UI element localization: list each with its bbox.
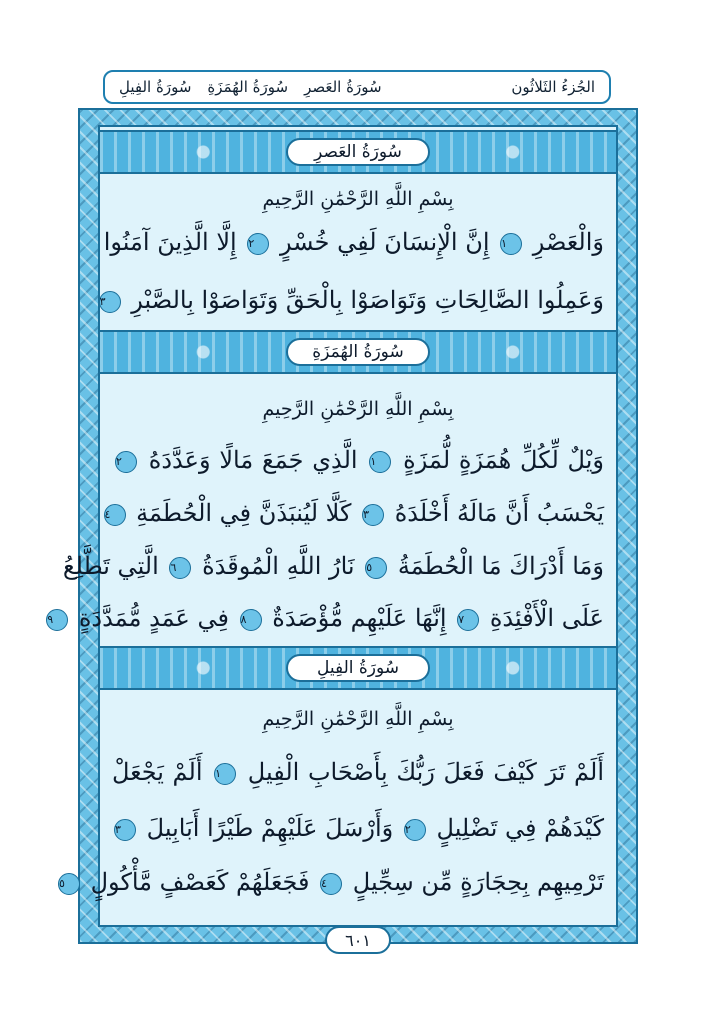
ayah-marker: ٣ — [362, 504, 384, 526]
surah-humaza-line-4: عَلَى الْأَفْئِدَةِ ٧ إِنَّهَا عَلَيْهِم مُّؤْصَدَةٌ ٨ فِي عَمَدٍ مُّمَدَّدَةٍ ٩ — [47, 604, 604, 632]
surah-fil-line-2: كَيْدَهُمْ فِي تَضْلِيلٍ ٢ وَأَرْسَلَ عَلَيْهِمْ طَيْرًا أَبَابِيلَ ٣ — [115, 814, 604, 842]
ayah-marker: ٥ — [58, 873, 80, 895]
ayah-marker: ٤ — [320, 873, 342, 895]
header-surah-list — [119, 78, 382, 96]
surah-humaza-line-2: يَحْسَبُ أَنَّ مَالَهُ أَخْلَدَهُ ٣ كَلَّا لَيُنبَذَنَّ فِي الْحُطَمَةِ ٤ — [104, 499, 604, 527]
surah-fil-line-3: تَرْمِيهِم بِحِجَارَةٍ مِّن سِجِّيلٍ ٤ فَجَعَلَهُمْ كَعَصْفٍ مَّأْكُولٍ ٥ — [58, 868, 604, 896]
surah-humaza-line-1: وَيْلٌ لِّكُلِّ هُمَزَةٍ لُّمَزَةٍ ١ الَّذِي جَمَعَ مَالًا وَعَدَّدَهُ ٢ — [116, 446, 604, 474]
header-surah-asr: سُورَةُ العَصرِ — [304, 78, 382, 96]
header-surah-humaza: سُورَةُ الهُمَزَةِ — [207, 78, 289, 96]
ayah-marker: ٢ — [404, 819, 426, 841]
surah-humaza-line-3: وَمَا أَدْرَاكَ مَا الْحُطَمَةُ ٥ نَارُ اللَّهِ الْمُوقَدَةُ ٦ الَّتِي تَطَّلِعُ — [62, 552, 604, 580]
ayah-marker: ٣ — [99, 291, 121, 313]
ayah-marker: ٩ — [46, 609, 68, 631]
ayah-marker: ٦ — [169, 557, 191, 579]
surah-asr-banner — [100, 130, 616, 174]
page-number: ٦٠١ — [325, 926, 391, 954]
surah-humaza-banner — [100, 330, 616, 374]
header-juz: الجُزءُ الثَلاثُون — [511, 78, 595, 96]
ayah-marker: ١ — [500, 233, 522, 255]
surah-humaza-title: سُورَةُ الهُمَزَةِ — [286, 338, 430, 366]
surah-fil-line-1: أَلَمْ تَرَ كَيْفَ فَعَلَ رَبُّكَ بِأَصْحَابِ الْفِيلِ ١ أَلَمْ يَجْعَلْ — [112, 758, 604, 786]
ayah-marker: ٧ — [457, 609, 479, 631]
ayah-marker: ٨ — [240, 609, 262, 631]
surah-fil-banner — [100, 646, 616, 690]
ayah-marker: ٣ — [114, 819, 136, 841]
ayah-marker: ٥ — [365, 557, 387, 579]
page-header — [103, 70, 611, 104]
surah-asr-line-1: وَالْعَصْرِ ١ إِنَّ الْإِنسَانَ لَفِي خُسْرٍ ٢ إِلَّا الَّذِينَ آمَنُوا — [103, 228, 604, 256]
surah-asr-basmala: بِسْمِ اللَّهِ الرَّحْمَٰنِ الرَّحِيمِ — [262, 188, 454, 210]
header-surah-fil: سُورَةُ الفِيلِ — [119, 78, 192, 96]
surah-fil-title: سُورَةُ الفِيلِ — [286, 654, 430, 682]
ayah-marker: ٤ — [104, 504, 126, 526]
surah-asr-title: سُورَةُ العَصرِ — [286, 138, 430, 166]
surah-asr-line-2: وَعَمِلُوا الصَّالِحَاتِ وَتَوَاصَوْا بِالْحَقِّ وَتَوَاصَوْا بِالصَّبْرِ ٣ — [99, 286, 604, 314]
ayah-marker: ٢ — [247, 233, 269, 255]
ayah-marker: ١ — [214, 763, 236, 785]
surah-humaza-basmala: بِسْمِ اللَّهِ الرَّحْمَٰنِ الرَّحِيمِ — [262, 398, 454, 420]
ayah-marker: ١ — [369, 451, 391, 473]
ayah-marker: ٢ — [115, 451, 137, 473]
surah-fil-basmala: بِسْمِ اللَّهِ الرَّحْمَٰنِ الرَّحِيمِ — [262, 708, 454, 730]
